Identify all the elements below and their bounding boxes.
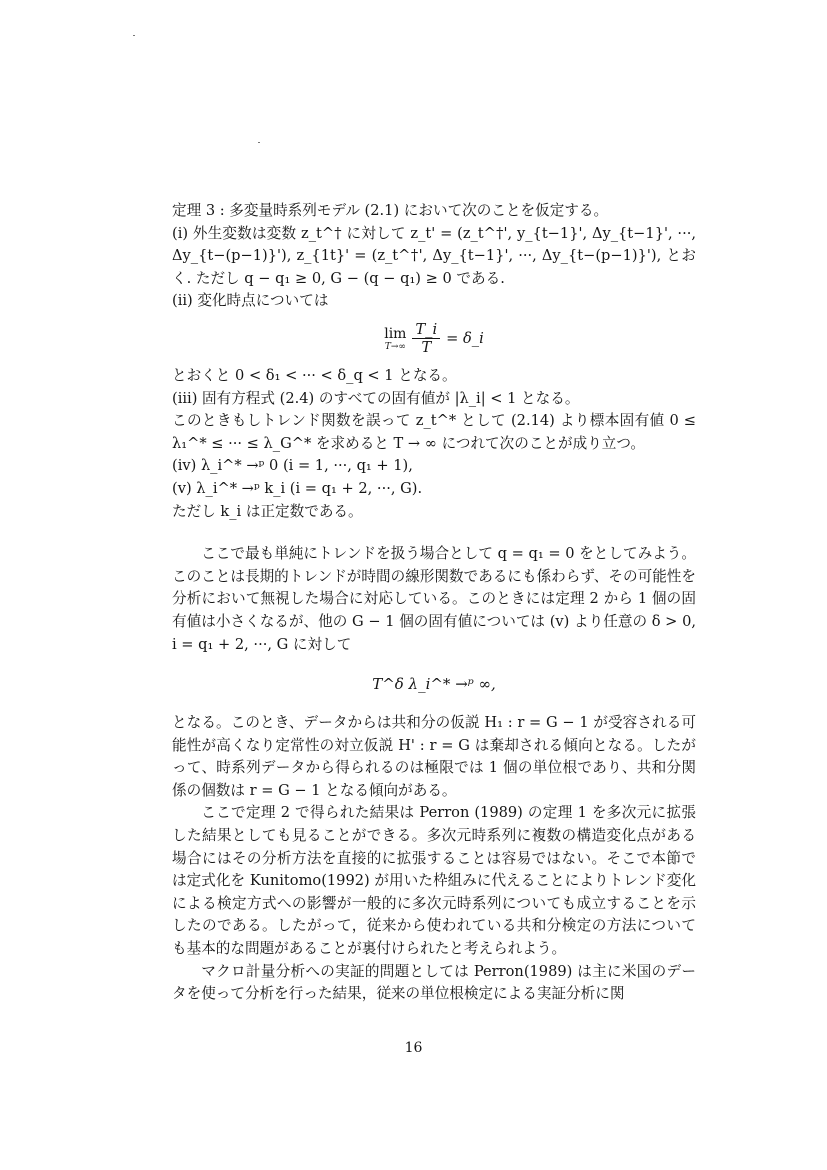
theorem-block [172, 200, 696, 523]
scan-speck [258, 142, 260, 143]
equation-divergence: T^δ λ_i^* →ᵖ ∞, [372, 674, 496, 693]
theorem-item-i: (i) 外生変数は変数 z_t^† に対して z_t' = (z_t^†', y_{t−1}', Δy_{t−1}', ···, Δy_{t−(p−1)}'), z_{1t}' = (z_t^†', Δy_{t−1}', ···, Δy_{t−(p−1)}'), とおく. ただし q − q₁ ≥ 0, G − (q − q₁) ≥ 0 である. [172, 224, 696, 287]
theorem-item-ii-continued: とおくと 0 < δ₁ < ··· < δ_q < 1 となる。 [172, 366, 457, 384]
equation-rhs: = δ_i [446, 329, 484, 347]
page-number: 16 [404, 1040, 423, 1056]
theorem-item-iv: (iv) λ_i^* →ᵖ 0 (i = 1, ···, q₁ + 1), [172, 457, 413, 475]
paragraph-4: マクロ計量分析への実証的問題としては Perron(1989) は主に米国のデータを使って分析を行った結果，従来の単位根検定による実証分析に関 [172, 962, 696, 1003]
theorem-item-v: (v) λ_i^* →ᵖ k_i (i = q₁ + 2, ···, G). [172, 479, 423, 497]
fraction-denominator: T [421, 339, 432, 357]
theorem-item-iii: (iii) 固有方程式 (2.4) のすべての固有値が |λ_i| < 1 となる。 [172, 389, 580, 407]
fraction-numerator: T_i [412, 321, 440, 339]
theorem-consequence: このときもしトレンド関数を誤って z_t^* として (2.14) より標本固有値 0 ≤ λ₁^* ≤ ··· ≤ λ_G^* を求めると T → ∞ につれて次のことが成り立つ。 [172, 412, 696, 452]
limit-subscript: T→∞ [384, 341, 406, 352]
scan-speck [133, 35, 135, 36]
theorem-note-k: ただし k_i は正定数である。 [172, 502, 363, 520]
theorem-heading: 定理 3 : 多変量時系列モデル (2.1) において次のことを仮定する。 [172, 202, 609, 219]
equation-limit [172, 313, 696, 365]
paragraph-1: ここで最も単純にトレンドを扱う場合として q = q₁ = 0 をとしてみよう。このことは長期的トレンドが時間の線形関数であるにも係わらず、その可能性を分析において無視した場合に対応している。このときには定理 2 から 1 個の固有値は小さくなるが、他の G − 1 個の固有値については (v) より任意の δ > 0, i = q₁ + 2, ···, G に対して [172, 545, 696, 653]
limit-label: lim [384, 325, 407, 342]
limit-operator [384, 326, 406, 352]
theorem-item-ii: (ii) 変化時点については [172, 292, 329, 310]
paragraph-3: ここで定理 2 で得られた結果は Perron (1989) の定理 1 を多次元に拡張した結果としても見ることができる。多次元時系列に複数の構造変化点がある場合にはその分析方法を直接的に拡張することは容易ではない。そこで本節では定式化を Kunitomo(1992) が用いた枠組みに代えることによりトレンド変化による検定方式への影響が一般的に多次元時系列についても成立することを示したのである。したがって，従来から使われている共和分検定の方法についても基本的な問題があることが裏付けられたと考えられよう。 [172, 804, 696, 958]
page-content [172, 200, 696, 1006]
paragraph-2: となる。このとき、データからは共和分の仮説 H₁ : r = G − 1 が受容される可能性が高くなり定常性の対立仮説 H' : r = G は棄却される傾向となる。したがって、時系列データから得られるのは極限では 1 個の単位根であり、共和分関係の個数は r = G − 1 となる傾向がある。 [172, 714, 696, 799]
fraction [412, 321, 440, 356]
